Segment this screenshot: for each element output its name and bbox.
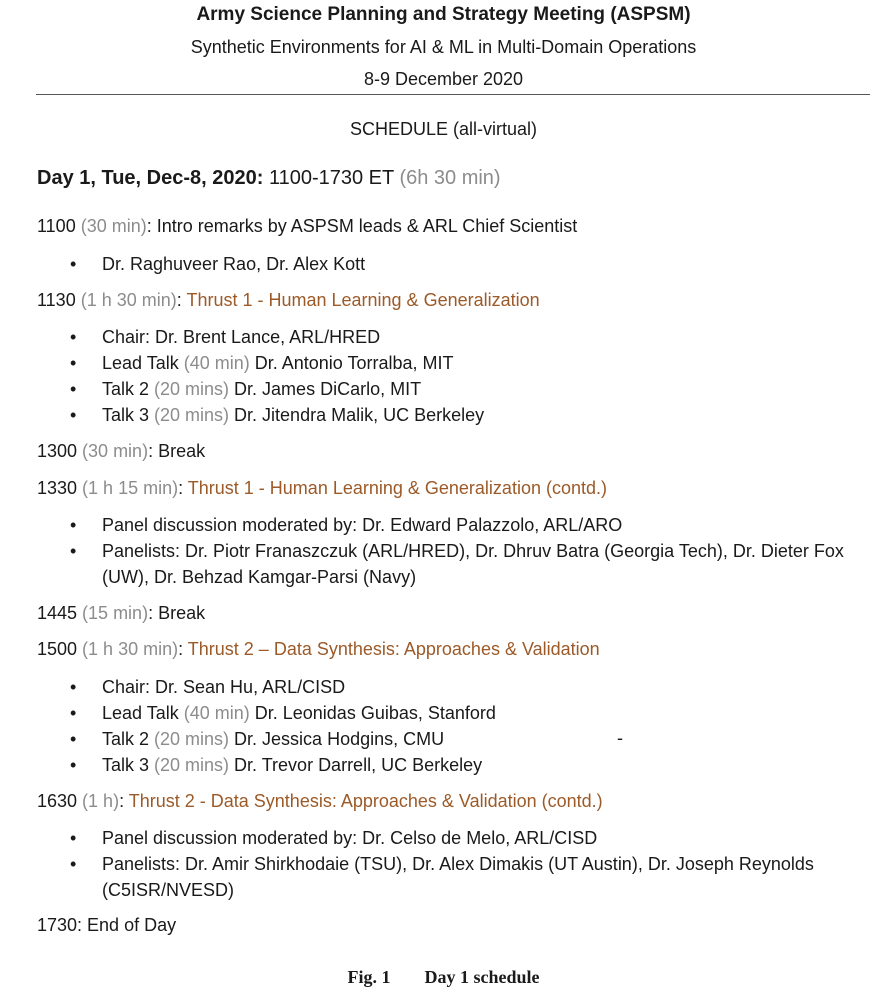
session-title: Thrust 1 - Human Learning & Generalization (contd.)	[187, 478, 607, 498]
session-sep: :	[148, 441, 159, 461]
item-duration: (20 mins)	[154, 379, 230, 399]
item-prefix: Lead Talk	[102, 353, 184, 373]
item-text: Dr. James DiCarlo, MIT	[229, 379, 422, 399]
caption-text: Day 1 schedule	[424, 967, 540, 987]
meeting-subtitle: Synthetic Environments for AI & ML in Multi-Domain Operations	[190, 37, 697, 57]
session-duration: (1 h 15 min)	[82, 478, 179, 498]
session-title: Break	[158, 441, 206, 461]
list-item	[0, 324, 872, 350]
item-prefix: Talk 3	[102, 755, 155, 775]
session-time: 1500	[37, 639, 83, 659]
item-text: Dr. Antonio Torralba, MIT	[249, 353, 454, 373]
item-text: Chair: Dr. Brent Lance, ARL/HRED	[102, 327, 381, 347]
session-duration: (1 h)	[82, 791, 120, 811]
figure-caption	[0, 967, 887, 988]
session-1100-items	[0, 251, 872, 277]
session-title: Thrust 2 - Data Synthesis: Approaches & Validation (contd.)	[128, 791, 603, 811]
session-1330	[37, 478, 607, 499]
end-of-day: 1730: End of Day	[37, 915, 177, 935]
list-item	[0, 726, 872, 752]
session-sep: :	[119, 791, 129, 811]
session-time: 1445	[37, 603, 83, 623]
item-prefix: Talk 2	[102, 379, 155, 399]
session-time: 1300	[37, 441, 83, 461]
item-duration: (20 mins)	[154, 729, 230, 749]
item-duration: (40 min)	[183, 353, 250, 373]
item-text: Dr. Jessica Hodgins, CMU	[229, 729, 445, 749]
list-item	[0, 674, 872, 700]
meeting-title: Army Science Planning and Strategy Meeting (ASPSM)	[196, 4, 691, 25]
item-text: Dr. Trevor Darrell, UC Berkeley	[229, 755, 483, 775]
session-1500-items	[0, 674, 872, 778]
session-time: 1100	[37, 216, 81, 236]
day-time: 1100-1730 ET	[263, 167, 400, 189]
item-text: Dr. Leonidas Guibas, Stanford	[249, 703, 496, 723]
item-prefix: Lead Talk	[102, 703, 184, 723]
session-duration: (1 h 30 min)	[82, 639, 179, 659]
list-item	[0, 700, 872, 726]
session-1630	[37, 791, 603, 812]
session-sep: :	[146, 216, 157, 236]
day-duration: (6h 30 min)	[399, 167, 501, 189]
session-title: Intro remarks by ASPSM leads & ARL Chief Scientist	[156, 216, 578, 236]
session-sep: :	[176, 290, 187, 310]
session-1130	[37, 290, 540, 311]
schedule-label: SCHEDULE (all-virtual)	[349, 119, 538, 139]
item-text: Dr. Raghuveer Rao, Dr. Alex Kott	[102, 254, 366, 274]
item-text: Panel discussion moderated by: Dr. Celso de Melo, ARL/CISD	[102, 828, 598, 848]
list-item	[0, 752, 872, 778]
item-text: Chair: Dr. Sean Hu, ARL/CISD	[102, 677, 346, 697]
list-item	[0, 851, 872, 903]
session-title: Thrust 2 – Data Synthesis: Approaches & Validation	[187, 639, 600, 659]
session-time: 1630	[37, 791, 83, 811]
session-title: Break	[158, 603, 206, 623]
session-1445	[37, 603, 205, 624]
list-item	[0, 350, 872, 376]
item-prefix: Talk 2	[102, 729, 155, 749]
item-duration: (20 mins)	[154, 755, 230, 775]
session-duration: (30 min)	[80, 216, 147, 236]
item-text: Panelists: Dr. Piotr Franaszczuk (ARL/HRED), Dr. Dhruv Batra (Georgia Tech), Dr. Dieter Fox (UW), Dr. Behzad Kamgar-Parsi (Navy)	[102, 541, 844, 587]
list-item	[0, 376, 872, 402]
item-duration: (20 mins)	[154, 405, 230, 425]
session-duration: (1 h 30 min)	[80, 290, 177, 310]
meeting-dates: 8-9 December 2020	[363, 69, 524, 89]
list-item	[0, 538, 872, 590]
list-item	[0, 251, 872, 277]
caption-label: Fig. 1	[347, 967, 391, 987]
session-1630-items	[0, 825, 872, 903]
session-title: Thrust 1 - Human Learning & Generalization	[186, 290, 540, 310]
list-item	[0, 402, 872, 428]
session-sep: :	[148, 603, 159, 623]
stray-dash: -	[617, 728, 623, 748]
session-1130-items	[0, 324, 872, 428]
item-prefix: Talk 3	[102, 405, 155, 425]
session-duration: (30 min)	[82, 441, 149, 461]
day-heading	[37, 167, 501, 190]
session-time: 1330	[37, 478, 83, 498]
item-text: Dr. Jitendra Malik, UC Berkeley	[229, 405, 485, 425]
list-item	[0, 825, 872, 851]
item-text: Panel discussion moderated by: Dr. Edward Palazzolo, ARL/ARO	[102, 515, 623, 535]
session-1330-items	[0, 512, 872, 590]
session-time: 1130	[37, 290, 81, 310]
day-label: Day 1, Tue, Dec-8, 2020:	[37, 167, 264, 189]
session-1300	[37, 441, 205, 462]
header-divider	[36, 94, 870, 95]
session-sep: :	[178, 639, 188, 659]
item-text: Panelists: Dr. Amir Shirkhodaie (TSU), Dr. Alex Dimakis (UT Austin), Dr. Joseph Reynolds (C5ISR/NVESD)	[102, 854, 814, 900]
item-duration: (40 min)	[183, 703, 250, 723]
list-item	[0, 512, 872, 538]
session-1500	[37, 639, 600, 660]
session-1100	[37, 216, 577, 237]
session-duration: (15 min)	[82, 603, 149, 623]
session-sep: :	[178, 478, 188, 498]
